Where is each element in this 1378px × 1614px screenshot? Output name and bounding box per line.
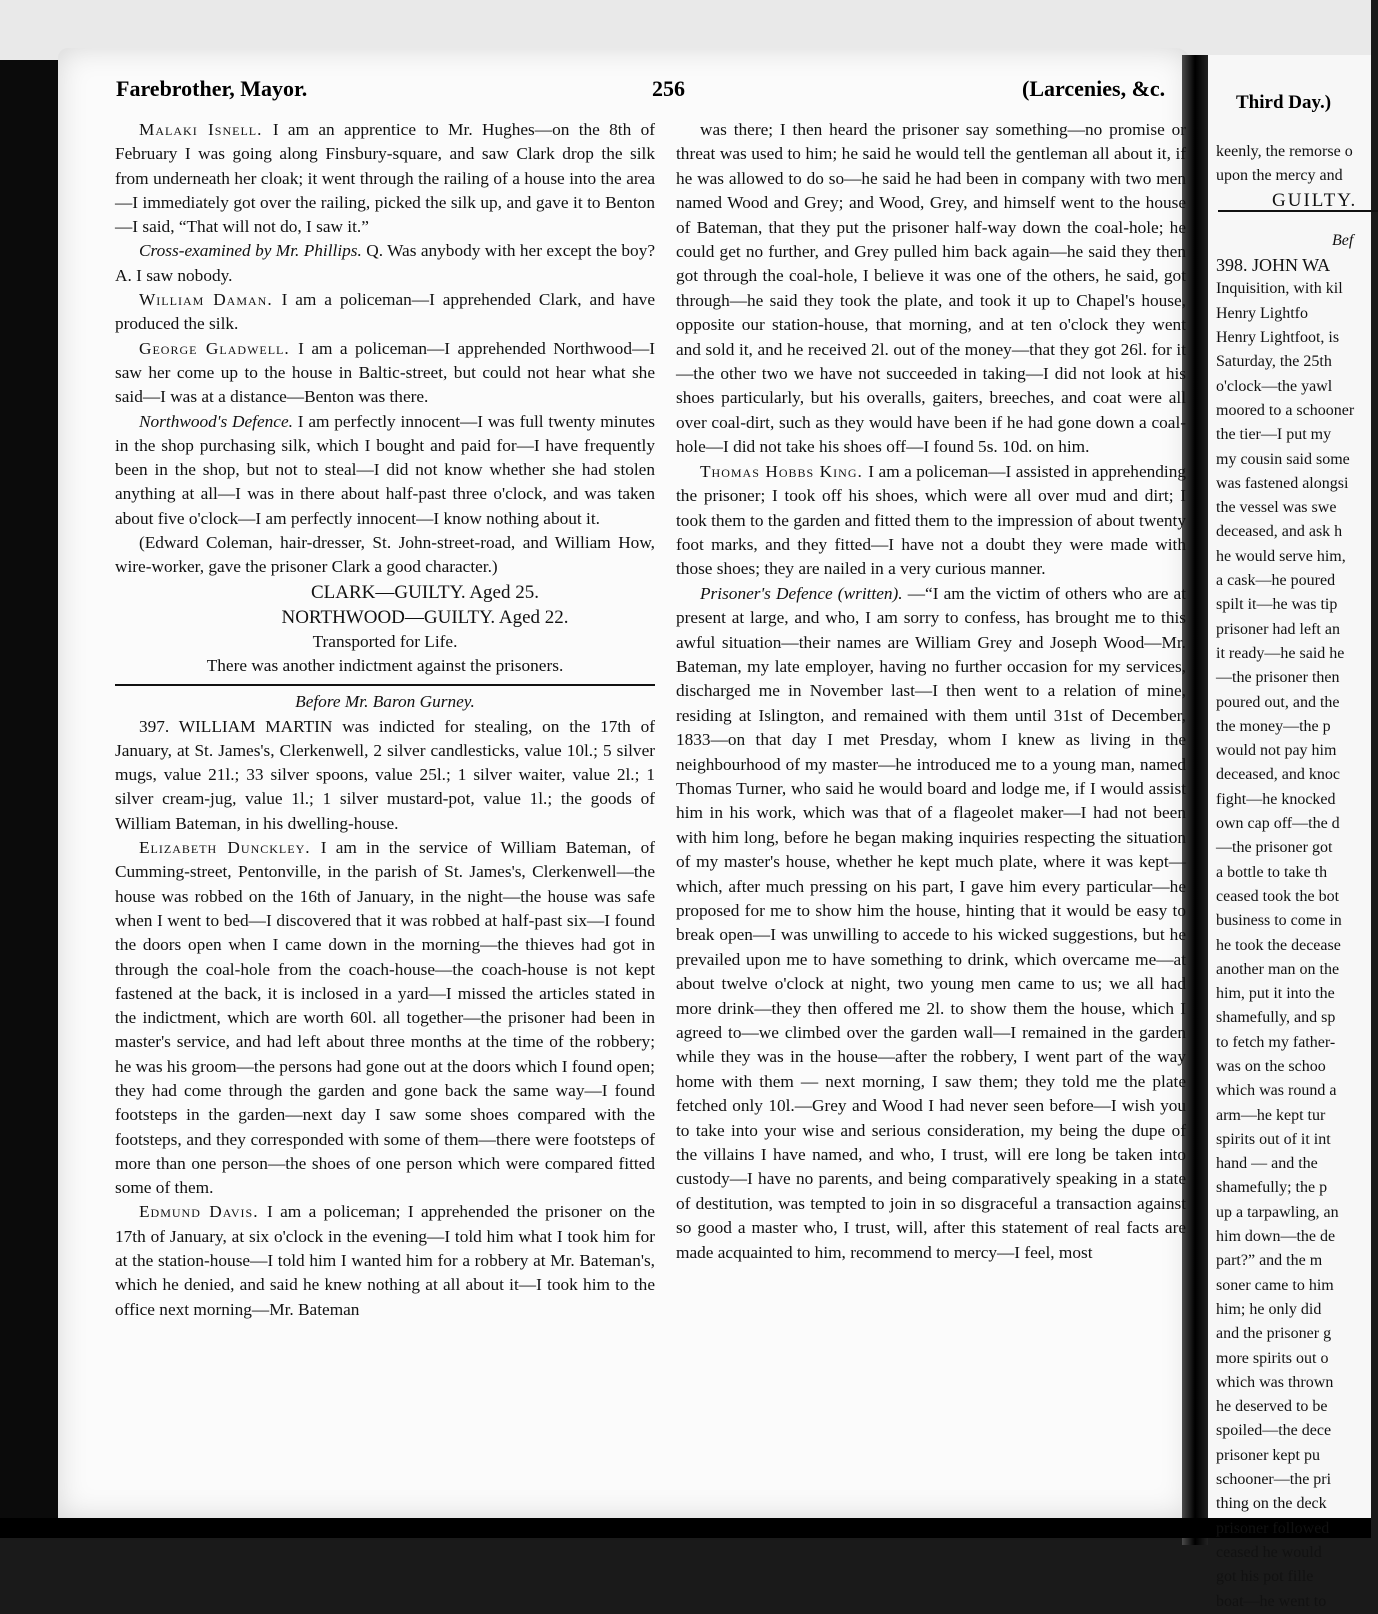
right-page-line: poured out, and the bbox=[1216, 693, 1340, 711]
right-page-line: prisoner followed bbox=[1216, 1519, 1330, 1537]
right-page-line: him, put it into the bbox=[1216, 985, 1335, 1003]
right-page-line: spoiled—the dece bbox=[1216, 1422, 1332, 1440]
right-page-line: deceased, and knoc bbox=[1216, 766, 1340, 784]
right-page-line: —the prisoner got bbox=[1216, 839, 1333, 857]
left-paragraph bbox=[115, 337, 655, 410]
right-page-line: Inquisition, with kil bbox=[1216, 280, 1343, 298]
right-page-line: more spirits out o bbox=[1216, 1349, 1329, 1367]
right-page-line: to fetch my father- bbox=[1216, 1033, 1336, 1051]
left-paragraph bbox=[115, 410, 655, 531]
right-page-line: was fastened alongsi bbox=[1216, 474, 1349, 492]
right-page-line: which was thrown bbox=[1216, 1373, 1334, 1391]
left-paragraph bbox=[115, 288, 655, 337]
right-page-line: the tier—I put my bbox=[1216, 426, 1332, 444]
case-397-indictment: 397. WILLIAM MARTIN was indicted for stealing, on the 17th of January, at St. James's, Clerkenwell, 2 silver candlesticks, value 10l.; 5 silver mugs, value 21l.; 33 silver spoons, value 25l.; 1 silver waiter, value 2l.; 1 silver cream-jug, value 1l.; 1 silver mustard-pot, value 1l.; the goods of William Bateman, in his dwelling-house. bbox=[115, 716, 655, 833]
right-page-line: schooner—the pri bbox=[1216, 1471, 1332, 1489]
middle-text-column bbox=[676, 118, 1186, 1265]
left-text-column bbox=[115, 118, 655, 1322]
right-page-line: him down—the de bbox=[1216, 1228, 1336, 1246]
paragraph-text: Q. Was anybody with her except the boy? A. I saw nobody. bbox=[115, 241, 656, 285]
running-head-left: Farebrother, Mayor. bbox=[116, 76, 308, 101]
left-paragraph bbox=[115, 1200, 655, 1321]
right-page-line: would not pay him bbox=[1216, 742, 1337, 760]
sentence: Transported for Life. bbox=[312, 631, 458, 651]
left-paragraph bbox=[115, 118, 655, 239]
right-page-text-column bbox=[1216, 140, 1376, 1614]
left-paragraph bbox=[115, 836, 655, 1200]
right-page-line: the vessel was swe bbox=[1216, 499, 1337, 517]
testimony-block-1 bbox=[115, 118, 655, 580]
left-paragraph bbox=[115, 531, 655, 580]
right-page-line: another man on the bbox=[1216, 960, 1340, 978]
paragraph-text: was there; I then heard the prisoner say something—no promise or threat was used to him; he said he would tell the gentleman all about it, if he was allowed to do so—he said he had been in company with two men named Wood and Grey; and Wood, Grey, and himself went to the house of Bateman, that they put the prisoner half-way down the coal-hole; he could get no further, and Grey pulled him back again—he said they then got through the coal-hole, I believe it was one of the others, he said, got through—he said they took the plate, and took it up to Chapel's house, opposite our station-house, that morning, and at ten o'clock they went and sold it, and he received 2l. out of the money—that they got 26l. for it—the other two we have not succeeded in taking—I did not look at his shoes particularly, but his overalls, gaiters, breeches, and coat were all over coal-dirt, such as they would have been if he had gone down a coal-hole—I did not take his shoes off—I found 5s. 10d. on him. bbox=[676, 120, 1186, 457]
speaker-name: Edmund Davis. bbox=[139, 1202, 267, 1222]
section-rule bbox=[115, 684, 655, 686]
paragraph-text: I am a policeman—I assisted in apprehending the prisoner; I took off his shoes, which were all over mud and dirt; I took them to the garden and fitted them to the impression of about twenty foot marks, and they fitted—I have not a doubt they were made with those shoes; they are nailed in a very curious manner. bbox=[676, 461, 1186, 579]
right-page-line: a bottle to take th bbox=[1216, 863, 1328, 881]
right-page-line: business to come in bbox=[1216, 912, 1342, 930]
right-page-line: Bef bbox=[1332, 231, 1354, 249]
judge-heading: Before Mr. Baron Gurney. bbox=[295, 692, 475, 712]
right-page-line: o'clock—the yawl bbox=[1216, 377, 1333, 395]
right-page-line: my cousin said some bbox=[1216, 450, 1350, 468]
right-page-line: arm—he kept tur bbox=[1216, 1106, 1326, 1124]
right-page-line: spirits out of it int bbox=[1216, 1130, 1331, 1148]
speaker-name: Northwood's Defence. bbox=[139, 411, 298, 431]
right-page-line: deceased, and ask h bbox=[1216, 523, 1343, 541]
right-page-line: moored to a schooner bbox=[1216, 401, 1355, 419]
verdict-northwood: NORTHWOOD—GUILTY. Aged 22. bbox=[281, 606, 569, 628]
right-page-line: which was round a bbox=[1216, 1082, 1337, 1100]
left-paragraph bbox=[115, 239, 655, 288]
right-page-line: soner came to him bbox=[1216, 1276, 1334, 1294]
right-page-line: shamefully; the p bbox=[1216, 1179, 1328, 1197]
speaker-name: George Gladwell. bbox=[139, 338, 299, 358]
indictment-note: There was another indictment against the prisoners. bbox=[206, 655, 564, 675]
paragraph-text: I am a policeman; I apprehended the prisoner on the 17th of January, at six o'clock in the evening—I told him what I took him for at the station-house—I told him I wanted him for a robbery at Mr. Bateman's, which he denied, and said he knew nothing at all about it—I took him to the office next morning—Mr. Bateman bbox=[115, 1202, 655, 1319]
speaker-name: Cross-examined by Mr. Phillips. bbox=[139, 241, 367, 261]
right-page-line: Henry Lightfo bbox=[1216, 304, 1308, 322]
speaker-name: William Daman. bbox=[139, 290, 282, 310]
middle-paragraph bbox=[676, 460, 1186, 582]
paragraph-text: (Edward Coleman, hair-dresser, St. John-street-road, and William How, wire-worker, gave the prisoner Clark a good character.) bbox=[115, 533, 655, 577]
bottom-edge bbox=[0, 1518, 1371, 1538]
paragraph-text: I am a policeman—I apprehended Northwood—I saw her come up to the house in Baltic-street, but could not hear what she said—I was at a distance—Benton was there. bbox=[115, 338, 655, 407]
right-page-line: him; he only did bbox=[1216, 1300, 1322, 1318]
right-page-line: Henry Lightfoot, is bbox=[1216, 329, 1340, 347]
right-page-line: the money—the p bbox=[1216, 717, 1331, 735]
right-page-line: he would serve him, bbox=[1216, 547, 1346, 565]
right-page-line: up a tarpawling, an bbox=[1216, 1203, 1339, 1221]
right-page-line: own cap off—the d bbox=[1216, 815, 1340, 833]
right-page-line: spilt it—he was tip bbox=[1216, 596, 1338, 614]
right-page-line: shamefully, and sp bbox=[1216, 1009, 1336, 1027]
paragraph-text: I am an apprentice to Mr. Hughes—on the 8th of February I was going along Finsbury-square, and saw Clark drop the silk from underneath her cloak; it went through the railing of a house into the area—I immediately got over the railing, picked the silk up, and gave it to Benton—I said, “That will not do, I saw it.” bbox=[115, 120, 655, 237]
speaker-name: Elizabeth Dunckley. bbox=[139, 838, 321, 858]
right-page-line: ceased he would bbox=[1216, 1543, 1322, 1561]
right-page-line: prisoner kept pu bbox=[1216, 1446, 1320, 1464]
right-page-line: part?” and the m bbox=[1216, 1252, 1323, 1270]
right-page-running-head: Third Day.) bbox=[1236, 92, 1332, 113]
middle-paragraph bbox=[676, 582, 1186, 1265]
verdict-clark: CLARK—GUILTY. Aged 25. bbox=[310, 581, 539, 603]
middle-paragraph bbox=[676, 118, 1186, 460]
right-page-line: 398. JOHN WA bbox=[1216, 255, 1331, 276]
paragraph-text: I am perfectly innocent—I was full twenty minutes in the shop purchasing silk, which I bought and paid for—I have frequently been in the shop, but not to steal—I did not know whether she had stolen anything at all—I was in there about half-past three o'clock, and was taken about five o'clock—I am perfectly innocent—I know nothing about it. bbox=[115, 411, 655, 528]
right-page-line: thing on the deck bbox=[1216, 1495, 1327, 1513]
speaker-name: Malaki Isnell. bbox=[139, 120, 273, 139]
page-number: 256 bbox=[652, 76, 685, 101]
paragraph-text: I am a policeman—I apprehended Clark, and have produced the silk. bbox=[115, 290, 655, 334]
right-page-line: he took the decease bbox=[1216, 936, 1341, 954]
right-page-line: fight—he knocked bbox=[1216, 790, 1336, 808]
right-page-line: prisoner had left an bbox=[1216, 620, 1340, 638]
right-page-line: was on the schoo bbox=[1216, 1057, 1326, 1075]
right-page-line: keenly, the remorse o bbox=[1216, 143, 1353, 160]
testimony-block-2 bbox=[115, 836, 655, 1322]
right-page-line: —the prisoner then bbox=[1216, 669, 1340, 687]
right-page-line: got his pot fille bbox=[1216, 1568, 1314, 1586]
right-page-line: hand — and the bbox=[1216, 1155, 1318, 1173]
paragraph-text: —“I am the victim of others who are at present at large, and who, I am sorry to confess, has brought me to this awful situation—their names are William Grey and Joseph Wood—Mr. Bateman, my late employer, having no further occasion for my services, discharged me in November last—I then went to a relation of mine, residing at Islington, and remained with them until 31st of December, 1833—on that day I met Presday, whom I knew as living in the neighbourhood of my master—he introduced me to a young man, named Thomas Turner, who said he would board and lodge me, if I would assist him in his work, which was that of a flageolet maker—I had not been with him long, before he began making inquiries respecting the situation of my master's house, whether he kept much plate, where it was kept—which, after much pressing on his part, I gave him every particular—he proposed for me to show him the house, hinting that it would be easy to break open—I was unwilling to accede to his wicked suggestions, but he prevailed upon me to have something to drink, which overcame me—at about twelve o'clock at night, two young men came to us; we all had more drink—they then offered me 2l. to show them the house, which I agreed to—we climbed over the garden wall—I remained in the garden while they was in the house—after the robbery, I went part of the way home with them — next morning, I saw them; they told me the plate fetched only 10l.—Grey and Wood I had never seen before—I wish you to take into your wise and serious consideration, my being the dupe of the villains I have named, and who, I trust, will ere long be taken into custody—I have no parents, and being comparatively speaking in a state of destitution, was tempted to join in so disgraceful a transaction against so good a master who, I trust, will, after this statement of real facts are made acquainted to him, recommend to mercy—I feel, most bbox=[676, 583, 1187, 1262]
right-page-line: Saturday, the 25th bbox=[1216, 353, 1332, 371]
right-page-line: a cask—he poured bbox=[1216, 572, 1336, 590]
paragraph-text: I am in the service of William Bateman, of Cumming-street, Pentonville, in the parish of St. James's, Clerkenwell—the house was robbed on the 16th of January, in the night—the house was safe when I went to bed—I discovered that it was robbed at half-past six—I found the doors open when I came down in the morning—the thieves had got in through the coal-hole from the coach-house—the coach-house is not kept fastened at the back, it is inclosed in a yard—I missed the articles stated in the indictment, which are worth 60l. all together—the prisoner had been in master's service, and had left about three months at the time of the robbery; he was his groom—the persons had gone out at the doors which I found open; they had come through the garden and gone back the same way—I found footsteps in the garden—next day I saw some shoes compared with the footsteps, and they corresponded with some of them—there were footsteps of more than one person—the shoes of one person which were compared fitted some of them. bbox=[115, 838, 655, 1198]
speaker-name: Prisoner's Defence (written). bbox=[700, 583, 908, 603]
right-page-line: ceased took the bot bbox=[1216, 887, 1340, 905]
right-page-line: upon the mercy and bbox=[1216, 167, 1343, 185]
right-page-line: GUILTY. bbox=[1272, 189, 1358, 211]
right-page-line: he deserved to be bbox=[1216, 1398, 1328, 1416]
right-page-line: and the prisoner g bbox=[1216, 1325, 1332, 1343]
running-head-right: (Larcenies, &c. bbox=[1022, 76, 1166, 101]
right-page-line: it ready—he said he bbox=[1216, 644, 1345, 662]
speaker-name: Thomas Hobbs King. bbox=[700, 461, 869, 481]
right-page-line: boat—he went to bbox=[1216, 1592, 1327, 1610]
